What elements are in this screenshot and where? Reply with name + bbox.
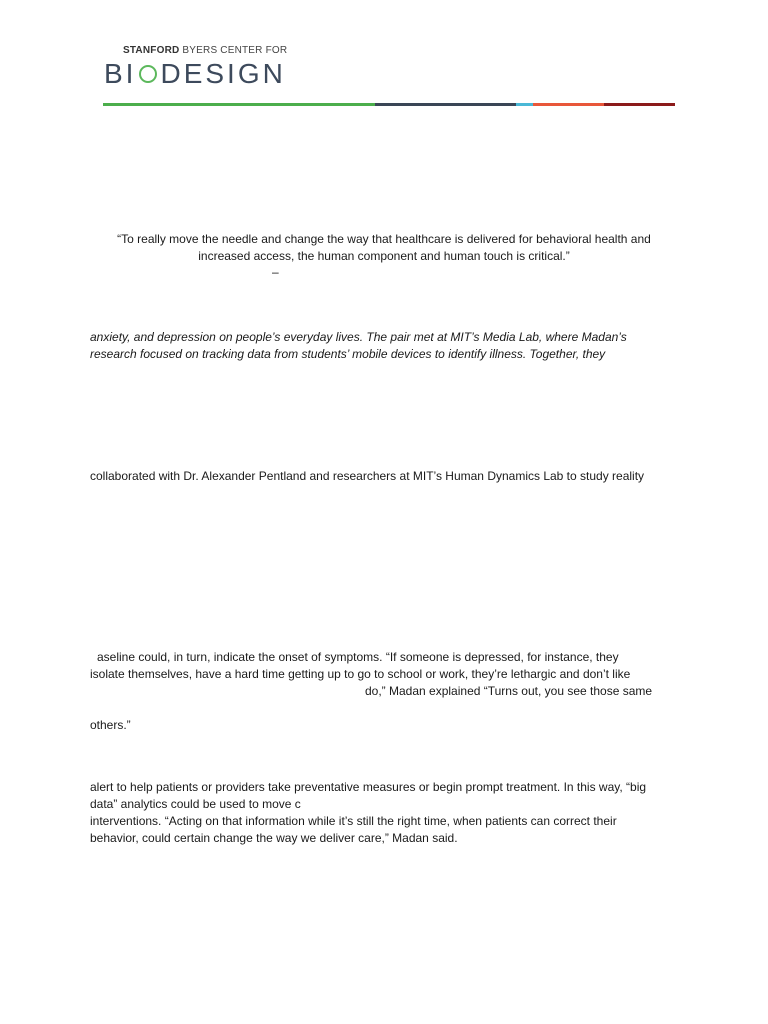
paragraph-4-line-2: data” analytics could be used to move c [90, 797, 301, 811]
header-color-rule [103, 103, 675, 106]
rule-segment-orange [533, 103, 604, 106]
quote-line-1: “To really move the needle and change the way that healthcare is delivered for behavioral health and [117, 232, 651, 246]
quote-line-2: increased access, the human component and human touch is critical.” [198, 249, 570, 263]
paragraph-1-line-1: anxiety, and depression on people’s everyday lives. The pair met at MIT’s Media Lab, where Madan’s [90, 330, 627, 344]
logo-o-circle-icon [139, 65, 157, 83]
paragraph-2-line-1: collaborated with Dr. Alexander Pentland and researchers at MIT’s Human Dynamics Lab to study reality [90, 469, 645, 483]
paragraph-3-line-3: do,” Madan explained “Turns out, you see those same [365, 684, 653, 698]
rule-segment-green [103, 103, 375, 106]
paragraph-3-line-1: aseline could, in turn, indicate the onset of symptoms. “If someone is depressed, for instance, they [97, 650, 619, 664]
logo-center-for: BYERS CENTER FOR [182, 45, 288, 56]
rule-segment-navy [375, 103, 516, 106]
paragraph-4-line-4: behavior, could certain change the way we deliver care,” Madan said. [90, 831, 458, 845]
rule-segment-cyan [516, 103, 533, 106]
logo-text-left: BI [104, 58, 137, 89]
biodesign-logo [104, 58, 286, 90]
rule-segment-maroon [604, 103, 675, 106]
paragraph-4-line-1: alert to help patients or providers take preventative measures or begin prompt treatment. In this way, “big [90, 780, 647, 794]
paragraph-1-line-2: research focused on tracking data from students’ mobile devices to identify illness. Together, they [90, 347, 606, 361]
logo-stanford: STANFORD [123, 45, 180, 56]
paragraph-4-line-3: interventions. “Acting on that information while it’s still the right time, when patients can correct their [90, 814, 617, 828]
logo-text-right: DESIGN [160, 58, 286, 89]
logo-subtitle [123, 45, 287, 56]
paragraph-3-line-4: others.” [90, 718, 131, 732]
quote-attribution-dash: – [272, 265, 279, 279]
paragraph-3-line-2: isolate themselves, have a hard time getting up to go to school or work, they’re lethargic and don’t like [90, 667, 631, 681]
